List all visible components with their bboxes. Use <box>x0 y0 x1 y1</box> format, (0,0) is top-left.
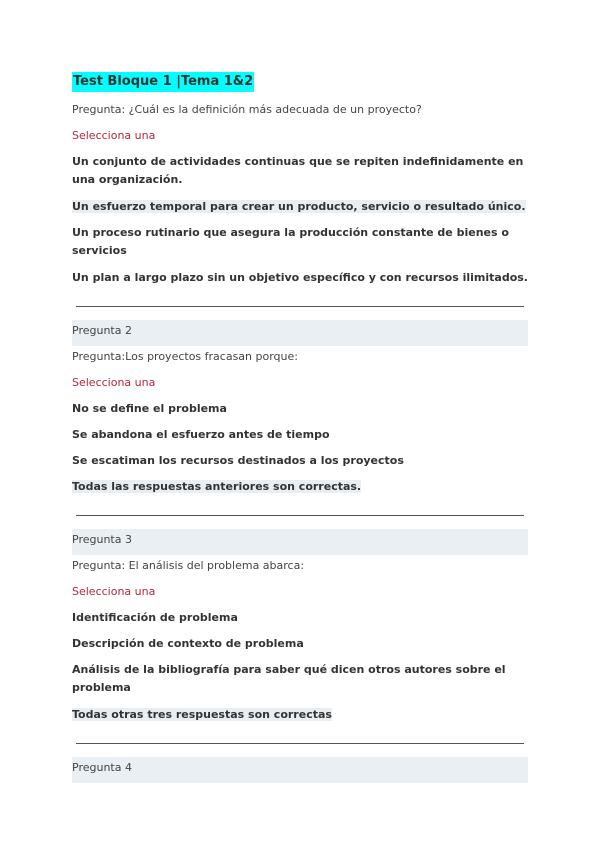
question-2-header: Pregunta 2 <box>72 320 528 346</box>
question-3-option-2[interactable]: Descripción de contexto de problema <box>72 637 304 650</box>
document-title: Test Bloque 1 |Tema 1&2 <box>72 72 254 92</box>
question-3-option-1[interactable]: Identificación de problema <box>72 611 238 624</box>
question-3-header: Pregunta 3 <box>72 529 528 555</box>
question-2-option-2[interactable]: Se abandona el esfuerzo antes de tiempo <box>72 428 330 441</box>
question-2-option-1[interactable]: No se define el problema <box>72 402 227 415</box>
question-3-option-4-highlight: Todas otras tres respuestas son correctas <box>72 708 332 721</box>
divider-2 <box>76 515 524 516</box>
question-1-option-3[interactable]: Un proceso rutinario que asegura la producción constante de bienes o servicios <box>72 226 509 257</box>
question-2-text: Pregunta:Los proyectos fracasan porque: <box>72 350 298 363</box>
question-3-select-label: Selecciona una <box>72 585 156 598</box>
question-1-option-4[interactable]: Un plan a largo plazo sin un objetivo específico y con recursos ilimitados. <box>72 271 528 284</box>
question-1-text: Pregunta: ¿Cuál es la definición más adecuada de un proyecto? <box>72 103 422 116</box>
question-1-select-label: Selecciona una <box>72 129 156 142</box>
question-2-option-4[interactable] <box>72 478 528 496</box>
question-3-option-4[interactable] <box>72 706 528 724</box>
question-1-option-1[interactable]: Un conjunto de actividades continuas que se repiten indefinidamente en una organización. <box>72 155 524 186</box>
question-2-select-label: Selecciona una <box>72 376 156 389</box>
question-3-text: Pregunta: El análisis del problema abarca: <box>72 559 305 572</box>
question-2-option-3[interactable]: Se escatiman los recursos destinados a los proyectos <box>72 454 404 467</box>
question-2-option-4-highlight: Todas las respuestas anteriores son correctas. <box>72 480 362 493</box>
question-1-option-2-highlight: Un esfuerzo temporal para crear un producto, servicio o resultado único. <box>72 200 526 213</box>
question-1-option-2[interactable] <box>72 198 528 216</box>
question-3-option-3[interactable]: Análisis de la bibliografía para saber qué dicen otros autores sobre el problema <box>72 663 506 694</box>
divider-3 <box>76 743 524 744</box>
question-4-header: Pregunta 4 <box>72 757 528 783</box>
divider-1 <box>76 306 524 307</box>
